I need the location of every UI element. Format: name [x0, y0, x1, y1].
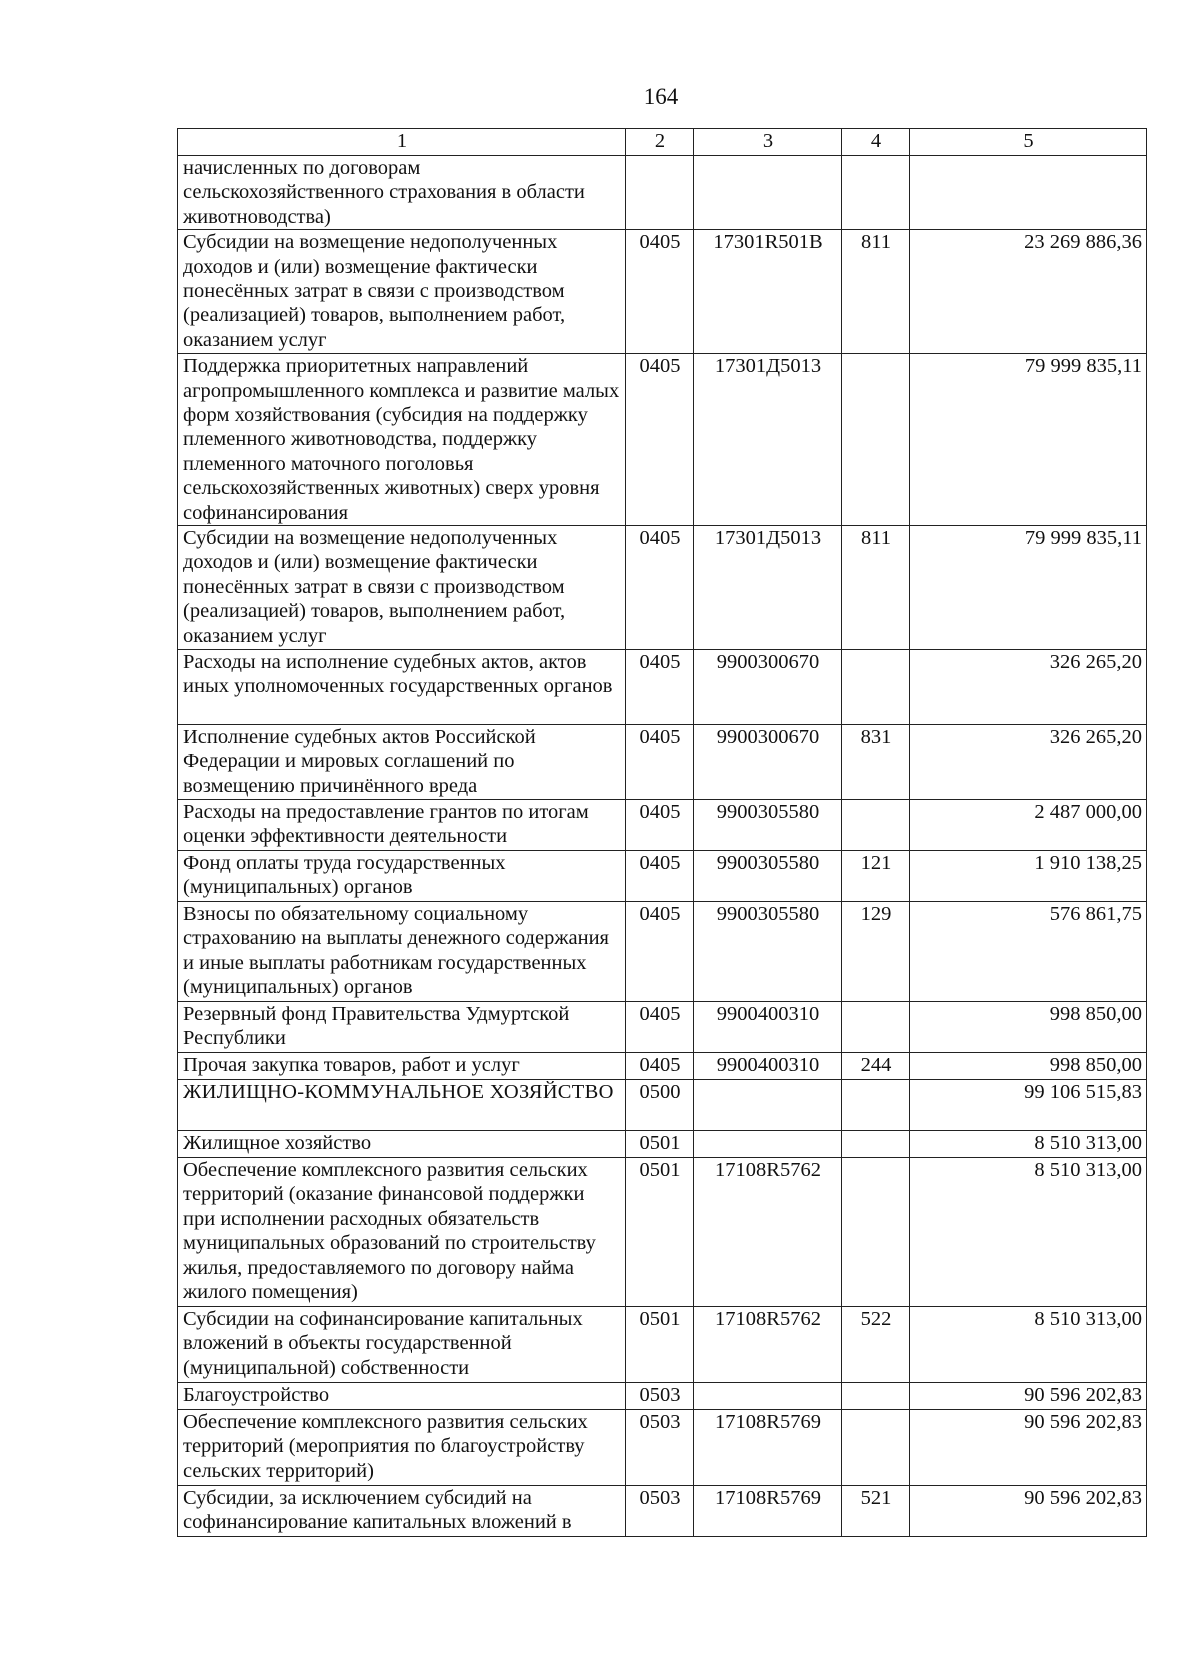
row-type [842, 1131, 910, 1158]
table-row [178, 1383, 1147, 1410]
row-code: 17108R5769 [694, 1410, 842, 1486]
row-type [842, 354, 910, 526]
row-section: 0503 [626, 1383, 694, 1410]
row-code: 17108R5769 [694, 1486, 842, 1537]
row-section: 0405 [626, 800, 694, 851]
table-row [178, 1053, 1147, 1080]
row-code: 9900300670 [694, 650, 842, 725]
row-amount: 23 269 886,36 [910, 230, 1147, 354]
row-name: Субсидии, за исключением субсидий на софинансирование капитальных вложений в [178, 1486, 626, 1537]
row-name: Жилищное хозяйство [178, 1131, 626, 1158]
page-number: 164 [643, 84, 679, 109]
row-type [842, 1080, 910, 1131]
row-section: 0405 [626, 1002, 694, 1053]
header-col-3: 3 [694, 129, 842, 156]
row-type: 244 [842, 1053, 910, 1080]
row-code: 17108R5762 [694, 1307, 842, 1383]
table-row [178, 230, 1147, 354]
row-amount: 8 510 313,00 [910, 1307, 1147, 1383]
table-row [178, 1307, 1147, 1383]
row-name: Субсидии на софинансирование капитальных вложений в объекты государственной (муниципальной) собственности [178, 1307, 626, 1383]
row-code: 17108R5762 [694, 1158, 842, 1307]
row-code: 17301Д5013 [694, 354, 842, 526]
row-name: Резервный фонд Правительства Удмуртской Республики [178, 1002, 626, 1053]
budget-table [177, 128, 1147, 1537]
row-amount: 90 596 202,83 [910, 1383, 1147, 1410]
row-section [626, 156, 694, 230]
table-row [178, 1080, 1147, 1131]
row-amount: 79 999 835,11 [910, 354, 1147, 526]
row-code: 9900305580 [694, 851, 842, 902]
row-name: начисленных по договорам сельскохозяйственного страхования в области животноводства) [178, 156, 626, 230]
table-row [178, 1410, 1147, 1486]
row-amount: 326 265,20 [910, 725, 1147, 800]
row-name: Расходы на исполнение судебных актов, актов иных уполномоченных государственных органов [178, 650, 626, 725]
row-code: 9900400310 [694, 1053, 842, 1080]
row-code: 9900305580 [694, 800, 842, 851]
row-name: Субсидии на возмещение недополученных доходов и (или) возмещение фактически понесённых затрат в связи с производством (реализацией) товаров, выполнением работ, оказанием услуг [178, 230, 626, 354]
row-type: 129 [842, 902, 910, 1002]
row-name: Взносы по обязательному социальному страхованию на выплаты денежного содержания и иные выплаты работникам государственных (муниципальных) органов [178, 902, 626, 1002]
row-amount: 99 106 515,83 [910, 1080, 1147, 1131]
row-section: 0405 [626, 725, 694, 800]
row-amount: 1 910 138,25 [910, 851, 1147, 902]
row-type [842, 156, 910, 230]
header-col-5: 5 [910, 129, 1147, 156]
row-amount: 79 999 835,11 [910, 526, 1147, 650]
row-section: 0405 [626, 230, 694, 354]
table-row [178, 650, 1147, 725]
row-amount: 326 265,20 [910, 650, 1147, 725]
row-name: Обеспечение комплексного развития сельских территорий (мероприятия по благоустройству сельских территорий) [178, 1410, 626, 1486]
row-code [694, 1080, 842, 1131]
table-row [178, 1158, 1147, 1307]
row-type [842, 1410, 910, 1486]
row-name: Исполнение судебных актов Российской Федерации и мировых соглашений по возмещению причинённого вреда [178, 725, 626, 800]
row-code: 17301R501B [694, 230, 842, 354]
row-section: 0405 [626, 902, 694, 1002]
row-name: ЖИЛИЩНО-КОММУНАЛЬНОЕ ХОЗЯЙСТВО [178, 1080, 626, 1131]
row-type: 121 [842, 851, 910, 902]
row-name: Поддержка приоритетных направлений агропромышленного комплекса и развитие малых форм хозяйствования (субсидия на поддержку племенного животноводства, поддержку племенного маточного поголовья сельскохозяйственных животных) сверх уровня софинансирования [178, 354, 626, 526]
table-row [178, 1486, 1147, 1537]
table-row [178, 156, 1147, 230]
row-code: 17301Д5013 [694, 526, 842, 650]
table-row [178, 1131, 1147, 1158]
row-code: 9900305580 [694, 902, 842, 1002]
row-section: 0501 [626, 1307, 694, 1383]
row-amount: 998 850,00 [910, 1002, 1147, 1053]
table-row [178, 1002, 1147, 1053]
row-type: 521 [842, 1486, 910, 1537]
row-section: 0501 [626, 1131, 694, 1158]
row-code: 9900300670 [694, 725, 842, 800]
header-row [178, 129, 1147, 156]
row-amount: 576 861,75 [910, 902, 1147, 1002]
row-name: Субсидии на возмещение недополученных доходов и (или) возмещение фактически понесённых затрат в связи с производством (реализацией) товаров, выполнением работ, оказанием услуг [178, 526, 626, 650]
row-section: 0500 [626, 1080, 694, 1131]
row-section: 0501 [626, 1158, 694, 1307]
table-row [178, 800, 1147, 851]
row-code: 9900400310 [694, 1002, 842, 1053]
row-amount: 8 510 313,00 [910, 1131, 1147, 1158]
row-name: Обеспечение комплексного развития сельских территорий (оказание финансовой поддержки при исполнении расходных обязательств муниципальных образований по строительству жилья, предоставляемого по договору найма жилого помещения) [178, 1158, 626, 1307]
header-col-1: 1 [178, 129, 626, 156]
row-type: 522 [842, 1307, 910, 1383]
row-section: 0405 [626, 851, 694, 902]
row-section: 0405 [626, 1053, 694, 1080]
row-amount: 8 510 313,00 [910, 1158, 1147, 1307]
row-type [842, 1158, 910, 1307]
row-code [694, 156, 842, 230]
row-name: Благоустройство [178, 1383, 626, 1410]
row-type: 811 [842, 230, 910, 354]
row-section: 0405 [626, 354, 694, 526]
row-section: 0503 [626, 1486, 694, 1537]
table-row [178, 725, 1147, 800]
row-amount: 90 596 202,83 [910, 1486, 1147, 1537]
row-amount: 2 487 000,00 [910, 800, 1147, 851]
row-section: 0503 [626, 1410, 694, 1486]
row-name: Прочая закупка товаров, работ и услуг [178, 1053, 626, 1080]
header-col-4: 4 [842, 129, 910, 156]
row-name: Фонд оплаты труда государственных (муниципальных) органов [178, 851, 626, 902]
row-type: 811 [842, 526, 910, 650]
header-col-2: 2 [626, 129, 694, 156]
table-row [178, 902, 1147, 1002]
row-name: Расходы на предоставление грантов по итогам оценки эффективности деятельности [178, 800, 626, 851]
row-section: 0405 [626, 650, 694, 725]
row-code [694, 1383, 842, 1410]
row-type: 831 [842, 725, 910, 800]
row-type [842, 800, 910, 851]
row-code [694, 1131, 842, 1158]
table-row [178, 354, 1147, 526]
row-amount: 998 850,00 [910, 1053, 1147, 1080]
row-amount [910, 156, 1147, 230]
table-row [178, 851, 1147, 902]
row-section: 0405 [626, 526, 694, 650]
row-amount: 90 596 202,83 [910, 1410, 1147, 1486]
table-row [178, 526, 1147, 650]
row-type [842, 1002, 910, 1053]
row-type [842, 650, 910, 725]
row-type [842, 1383, 910, 1410]
